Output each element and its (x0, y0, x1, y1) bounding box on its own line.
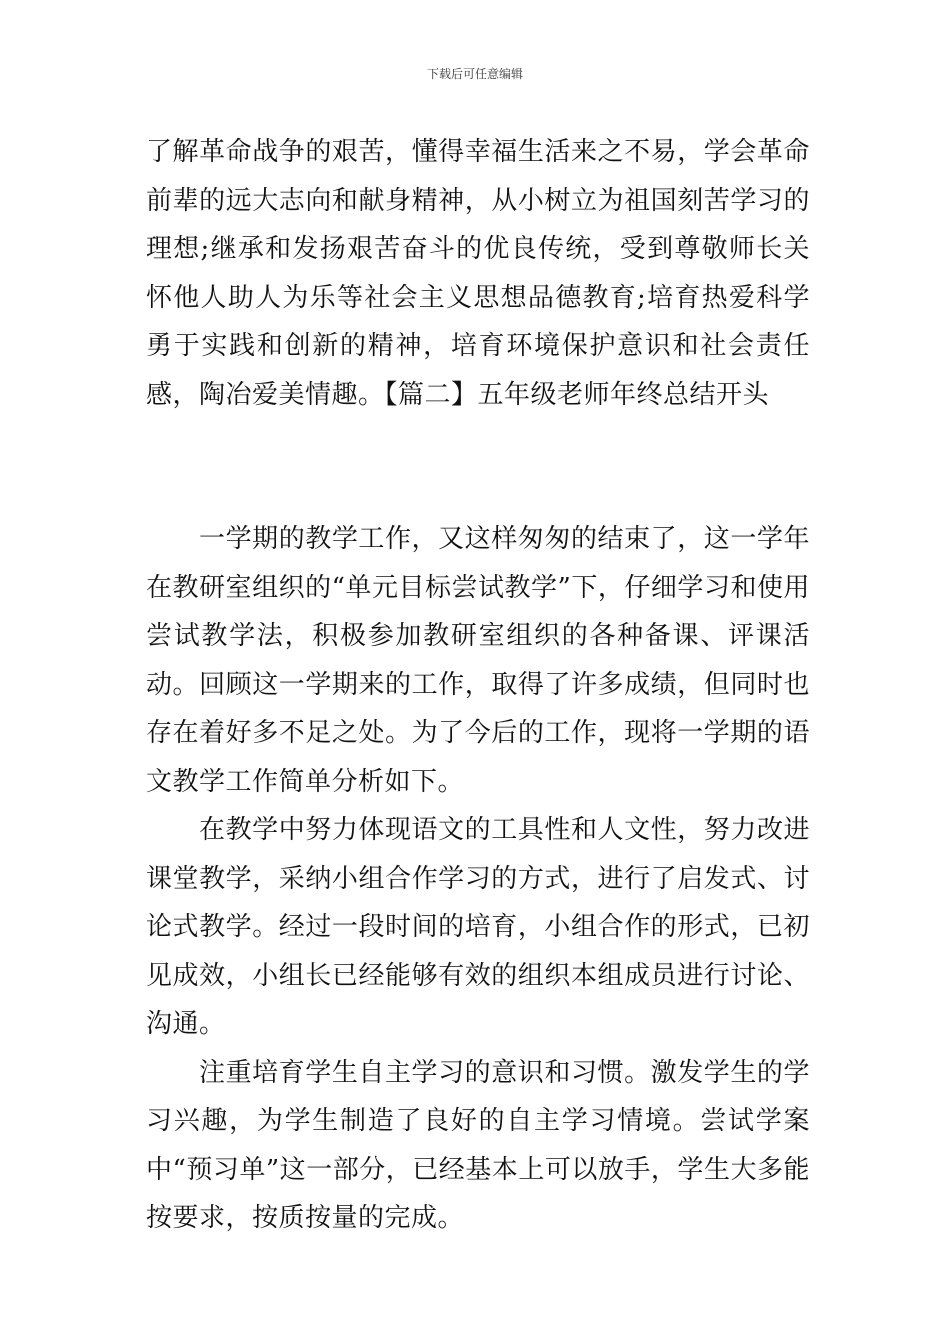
paragraph-semester-summary: 一学期的教学工作，又这样匆匆的结束了，这一学年在教研室组织的“单元目标尝试教学”下，仔细学习和使用尝试教学法，积极参加教研室组织的各种备课、评课活动。回顾这一学期来的工作，取得了许多成绩，但同时也存在着好多不足之处。为了今后的工作，现将一学期的语文教学工作简单分析如下。 (146, 524, 810, 797)
paragraph-self-learning: 注重培育学生自主学习的意识和习惯。激发学生的学习兴趣，为学生制造了良好的自主学习情境。尝试学案中“预习单”这一部分，已经基本上可以放手，学生大多能按要求，按质按量的完成。 (146, 1057, 810, 1233)
paragraph-intro-continued: 了解革命战争的艰苦，懂得幸福生活来之不易，学会革命前辈的远大志向和献身精神，从小树立为祖国刻苦学习的理想;继承和发扬艰苦奋斗的优良传统，受到尊敬师长关怀他人助人为乐等社会主义思想品德教育;培育热爱科学勇于实践和创新的精神，培育环境保护意识和社会责任感，陶冶爱美情趣。【篇二】五年级老师年终总结开头 (146, 137, 810, 410)
document-body (146, 128, 810, 1243)
paragraph-spacer (146, 419, 810, 515)
page-header: 下载后可任意编辑 (426, 67, 523, 81)
paragraph-classroom-teaching: 在教学中努力体现语文的工具性和人文性，努力改进课堂教学，采纳小组合作学习的方式，进行了启发式、讨论式教学。经过一段时间的培育，小组合作的形式，已初见成效，小组长已经能够有效的组织本组成员进行讨论、沟通。 (146, 815, 810, 1039)
